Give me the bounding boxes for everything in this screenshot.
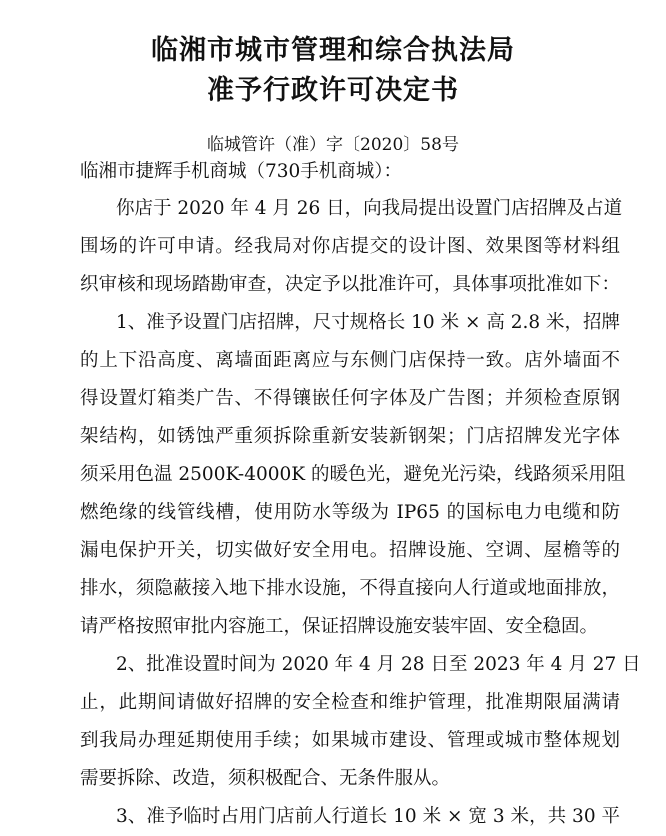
agency-title: 临湘市城市管理和综合执法局 (151, 35, 515, 66)
body-line: 漏电保护开关，切实做好安全用电。招牌设施、空调、屋檐等的 (80, 540, 620, 561)
body-line: 的上下沿高度、离墙面距离应与东侧门店保持一致。店外墙面不 (80, 350, 620, 371)
body-line: 你店于 2020 年 4 月 26 日，向我局提出设置门店招牌及占道 (116, 198, 623, 219)
body-line: 排水，须隐蔽接入地下排水设施，不得直接向人行道或地面排放， (80, 578, 620, 599)
body-line: 止，此期间请做好招牌的安全检查和维护管理，批准期限届满请 (80, 692, 620, 713)
body-line: 架结构，如锈蚀严重须拆除重新安装新钢架；门店招牌发光字体 (80, 426, 620, 447)
body-line: 织审核和现场踏勘审查，决定予以批准许可，具体事项批准如下： (80, 274, 620, 295)
body-line: 围场的许可申请。经我局对你店提交的设计图、效果图等材料组 (80, 236, 620, 257)
body-line: 请严格按照审批内容施工，保证招牌设施安装牢固、安全稳固。 (80, 616, 599, 637)
body-line: 2、批准设置时间为 2020 年 4 月 28 日至 2023 年 4 月 27 日 (116, 654, 641, 675)
body-line: 需要拆除、改造，须积极配合、无条件服从。 (80, 768, 451, 789)
body-line: 到我局办理延期使用手续；如果城市建设、管理或城市整体规划 (80, 730, 620, 751)
body-line: 3、准予临时占用门店前人行道长 10 米 × 宽 3 米，共 30 平 (116, 806, 620, 827)
body-line: 燃绝缘的线管线槽，使用防水等级为 IP65 的国标电力电缆和防 (80, 502, 620, 523)
document-number: 临城管许（准）字〔2020〕58号 (207, 135, 459, 155)
body-line: 1、准予设置门店招牌，尺寸规格长 10 米 × 高 2.8 米，招牌 (116, 312, 621, 333)
body-line: 须采用色温 2500K-4000K 的暖色光，避免光污染，线路须采用阻 (80, 464, 626, 485)
addressee-line: 临湘市捷辉手机商城（730手机商城）： (80, 161, 403, 182)
body-line: 得设置灯箱类广告、不得镶嵌任何字体及广告图；并须检查原钢 (80, 388, 620, 409)
document-title: 准予行政许可决定书 (207, 75, 459, 106)
